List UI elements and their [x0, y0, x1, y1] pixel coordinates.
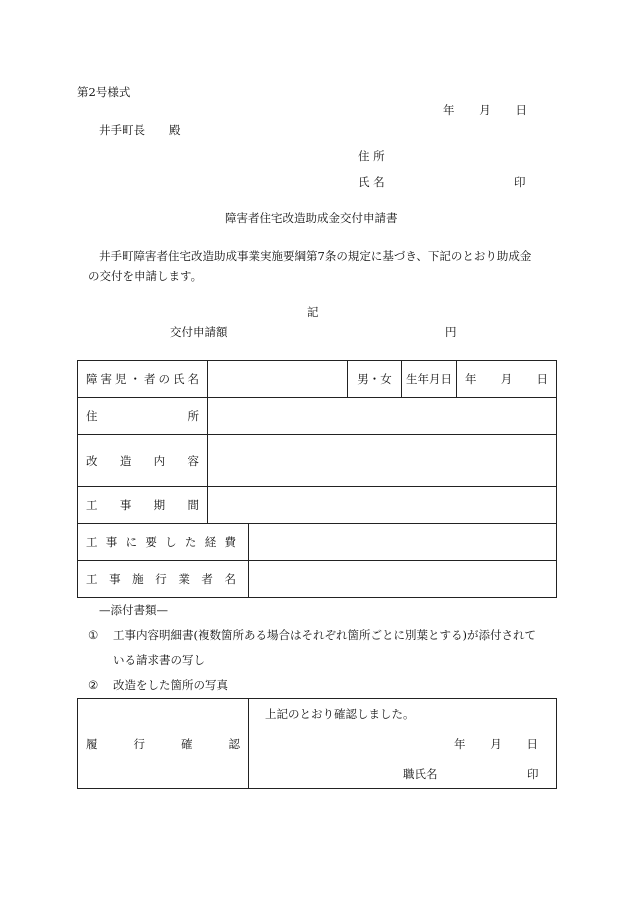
contractor-value-cell	[249, 561, 557, 598]
confirmation-day-label: 日	[526, 737, 538, 751]
disabled-name-label: 障 害 児 ・ 者 の 氏 名	[86, 372, 199, 386]
attachment-1-line-2: いる請求書の写し	[113, 653, 205, 667]
date-line	[443, 105, 527, 117]
confirmation-month-label: 月	[490, 737, 502, 751]
cost-value-cell	[249, 524, 557, 561]
ki-note: 記	[307, 305, 319, 319]
birth-year-label: 年	[465, 372, 477, 386]
confirmation-text: 上記のとおり確認しました。	[265, 707, 415, 721]
address-value-cell	[208, 398, 557, 435]
applicant-name-label: 氏 名	[358, 175, 385, 189]
birth-month-label: 月	[500, 372, 513, 386]
birth-day-label: 日	[536, 372, 548, 386]
attachment-2-text: 改造をした箇所の写真	[113, 678, 228, 692]
honorific: 殿	[169, 123, 181, 137]
confirmation-year-label: 年	[454, 737, 466, 751]
body-text-line-2: の交付を申請します。	[88, 269, 203, 283]
birth-date-cell	[457, 361, 557, 398]
body-text-line-1: 井手町障害者住宅改造助成事業実施要綱第7条の規定に基づき、下記のとおり助成金	[99, 249, 532, 263]
addressee: 井手町長	[99, 123, 145, 137]
period-value-cell	[208, 487, 557, 524]
attachment-1-number: ①	[88, 628, 99, 642]
birth-label-cell: 生年月日	[402, 361, 457, 398]
name-value-cell	[208, 361, 348, 398]
application-table	[77, 360, 557, 598]
confirmation-content-cell	[249, 699, 557, 789]
sex-cell: 男・女	[348, 361, 402, 398]
content-value-cell	[208, 435, 557, 487]
date-month-label: 月	[479, 103, 491, 117]
document-title: 障害者住宅改造助成金交付申請書	[225, 211, 398, 225]
confirmation-date	[454, 739, 538, 751]
name-label-cell	[78, 361, 208, 398]
official-name-label: 職氏名	[403, 767, 438, 781]
date-day-label: 日	[515, 103, 527, 117]
attachment-1-line-1: 工事内容明細書(複数箇所ある場合はそれぞれ箇所ごとに別葉とする)が添付されて	[113, 628, 536, 642]
address-label-cell: 住 所	[78, 398, 208, 435]
confirmation-label-cell: 履 行 確 認	[78, 699, 249, 789]
official-seal: 印	[527, 767, 539, 781]
cost-label-cell: 工 事 に 要 し た 経 費	[78, 524, 249, 561]
amount-unit: 円	[445, 325, 457, 339]
applicant-seal: 印	[514, 175, 526, 189]
content-label-cell: 改 造 内 容	[78, 435, 208, 487]
attachments-heading: —添付書類—	[99, 603, 168, 617]
attachment-2-number: ②	[88, 678, 99, 692]
date-year-label: 年	[443, 103, 455, 117]
applicant-address-label: 住 所	[358, 149, 385, 163]
addressee-line	[99, 125, 181, 137]
period-label-cell: 工 事 期 間	[78, 487, 208, 524]
form-number: 第2号様式	[77, 85, 131, 99]
contractor-label-cell: 工 事 施 行 業 者 名	[78, 561, 249, 598]
confirmation-table	[77, 698, 557, 789]
amount-label: 交付申請額	[170, 325, 228, 339]
